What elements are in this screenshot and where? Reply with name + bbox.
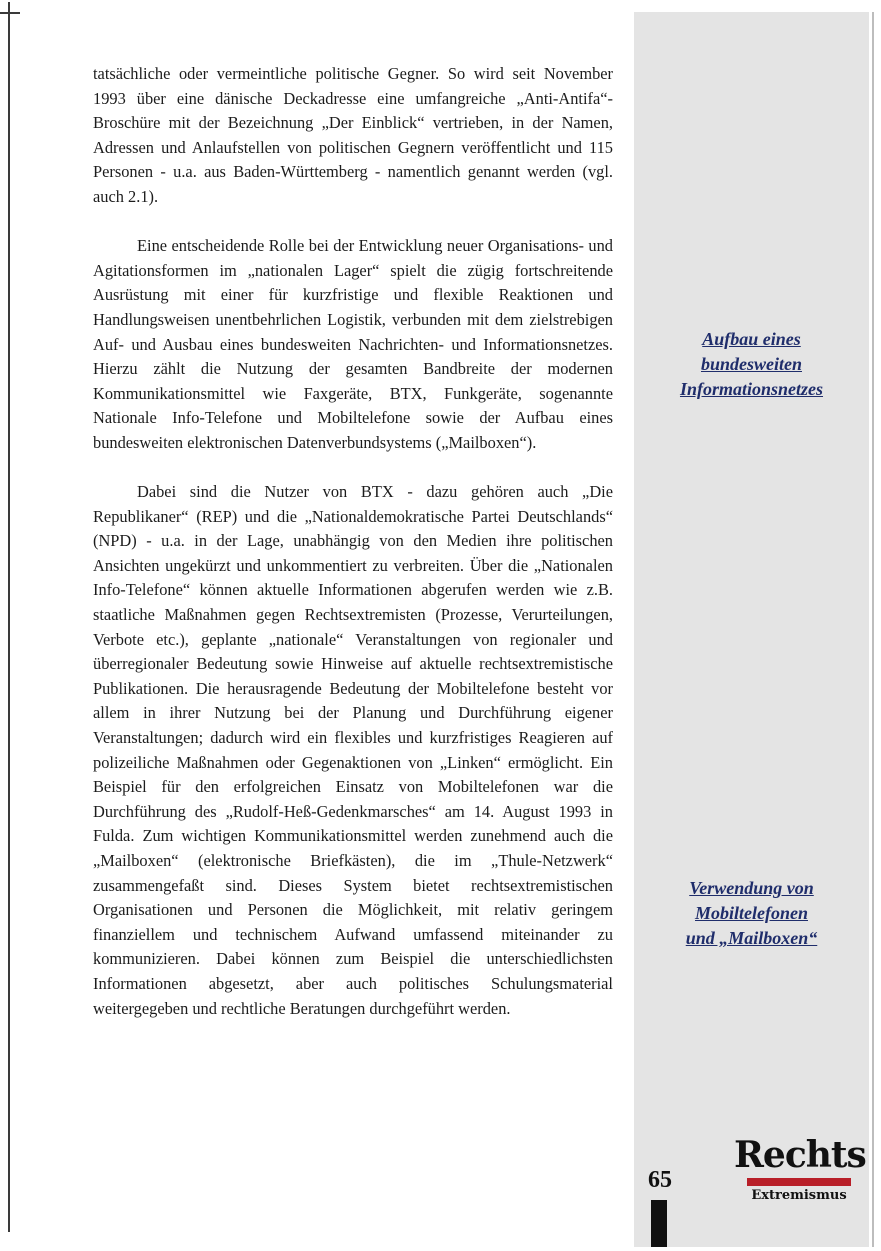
margin-note-line: Informationsnetzes	[679, 379, 824, 399]
margin-note-informationsnetz	[634, 327, 869, 402]
page-number: 65	[648, 1167, 672, 1193]
margin-note-line: und „Mailboxen“	[685, 928, 818, 948]
main-text-column	[93, 62, 613, 1046]
paragraph-3: Dabei sind die Nutzer von BTX - dazu gehören auch „Die Republikaner“ (REP) und die „Nationaldemokratische Partei Deutschlands“ (NPD) - u.a. in der Lage, unabhängig von den Medien ihre politischen Ansichten ungekürzt und unkommentiert zu verbreiten. Über die „Nationalen Info-Telefone“ können aktuelle Informationen abgerufen werden wie z.B. staatliche Maßnahmen gegen Rechtsextremisten (Prozesse, Verurteilungen, Verbote etc.), geplante „nationale“ Veranstaltungen von regionaler und überregionaler Bedeutung sowie Hinweise auf aktuelle rechtsextremistische Publikationen. Die herausragende Bedeutung der Mobiltelefone besteht vor allem in ihrer Nutzung bei der Planung und Durchführung eigener Veranstaltungen; dadurch wird ein flexibles und kurzfristiges Reagieren auf polizeiliche Maßnahmen oder Gegenaktionen von „Linken“ ermöglicht. Ein Beispiel für den erfolgreichen Einsatz von Mobiltelefonen war die Durchführung des „Rudolf-Heß-Gedenkmarsches“ am 14. August 1993 in Fulda. Zum wichtigen Kommunikationsmittel werden zunehmend auch die „Mailboxen“ (elektronische Briefkästen), die im „Thule-Netzwerk“ zusammengefaßt sind. Dieses System bietet rechtsextremistischen Organisationen und Personen die Möglichkeit, mit relativ geringem finanziellem und technischem Aufwand umfassend miteinander zu kommunizieren. Dabei können zum Beispiel die unterschiedlichsten Informationen abgesetzt, aber auch politisches Schulungsmaterial weitergegeben und rechtliche Beratungen durchgeführt werden.	[93, 482, 613, 1018]
paragraph-1: tatsächliche oder vermeintliche politische Gegner. So wird seit November 1993 über eine dänische Deckadresse eine umfangreiche „Anti-Antifa“-Broschüre mit der Bezeichnung „Der Einblick“ vertrieben, in der Namen, Adressen und Anlaufstellen von politischen Gegnern veröffentlicht und 115 Personen - u.a. aus Baden-Württemberg - namentlich genannt werden (vgl. auch 2.1).	[93, 64, 613, 206]
margin-note-line: Aufbau eines	[702, 329, 801, 349]
sidebar-edge-line	[872, 12, 874, 1247]
rechtsextremismus-logo	[734, 1135, 864, 1211]
logo-red-rule	[747, 1178, 851, 1186]
crop-mark-horizontal	[0, 12, 20, 14]
crop-mark-vertical	[8, 2, 10, 1232]
page-tab-marker	[651, 1200, 667, 1247]
paragraph-2: Eine entscheidende Rolle bei der Entwicklung neuer Organisations- und Agitationsformen im „nationalen Lager“ spielt die zügig fortschreitende Ausrüstung mit einer für kurzfristige und flexible Reaktionen und Handlungsweisen unentbehrlichen Logistik, verbunden mit dem zielstrebigen Auf- und Ausbau eines bundesweiten Nachrichten- und Informationsnetzes. Hierzu zählt die Nutzung der gesamten Bandbreite der modernen Kommunikationsmittel wie Faxgeräte, BTX, Funkgeräte, sogenannte Nationale Info-Telefone und Mobiltelefone sowie der Aufbau eines bundesweiten elektronischen Datenverbundsystems („Mailboxen“).	[93, 236, 613, 452]
margin-note-line: Verwendung von	[689, 878, 814, 898]
logo-subtitle: Extremismus	[751, 1188, 847, 1203]
margin-note-line: bundesweiten	[700, 354, 802, 374]
logo-title: Rechts	[734, 1134, 866, 1176]
margin-sidebar	[634, 12, 869, 1247]
margin-note-mobiltelefone	[634, 876, 869, 951]
margin-note-line: Mobiltelefonen	[695, 903, 808, 923]
